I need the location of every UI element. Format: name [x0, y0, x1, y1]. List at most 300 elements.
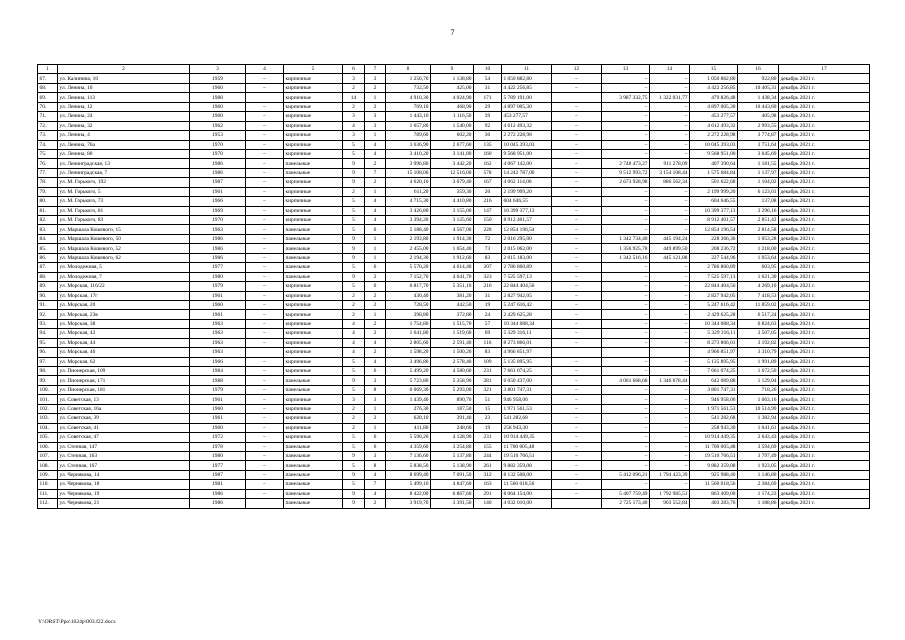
table-cell: 10 914 449,35 — [690, 433, 738, 442]
table-cell: 946 958,06 — [690, 395, 738, 404]
table-cell: 7 — [365, 480, 386, 489]
table-cell: – — [552, 395, 602, 404]
table-cell: 14 242 787,00 — [502, 168, 552, 177]
table-cell: 321 — [474, 385, 502, 394]
table-row — [38, 102, 870, 111]
table-cell: – — [552, 470, 602, 479]
table-cell: – — [602, 451, 650, 460]
table-cell: 2 — [365, 329, 386, 338]
table-cell: – — [246, 216, 284, 225]
table-cell: 9 — [343, 244, 365, 253]
table-cell: 8 132 508,00 — [502, 470, 552, 479]
table-cell: 5 789 191,00 — [502, 93, 552, 102]
table-cell: 261 — [474, 461, 502, 470]
table-cell: 147 — [474, 206, 502, 215]
table-cell: декабрь 2021 г. — [779, 102, 870, 111]
table-cell: – — [246, 74, 284, 83]
table-cell: – — [602, 140, 650, 149]
table-cell: 1961 — [190, 310, 246, 319]
table-cell: 3 192,82 — [738, 338, 779, 347]
table-cell: ул. Ленина, 24 — [58, 112, 190, 121]
table-cell: 6 817,70 — [386, 282, 431, 291]
table-cell: 442,50 — [431, 300, 474, 309]
table-cell: кирпичные — [284, 93, 343, 102]
table-cell: 1986 — [190, 499, 246, 508]
table-cell: 3 — [365, 395, 386, 404]
table-cell: 10 514,99 — [738, 404, 779, 413]
table-cell: 4 — [365, 357, 386, 366]
table-cell: декабрь 2021 г. — [779, 253, 870, 262]
table-cell: декабрь 2021 г. — [779, 357, 870, 366]
table-cell: декабрь 2021 г. — [779, 112, 870, 121]
table-cell: 2 429 625,28 — [502, 310, 552, 319]
table-cell: 5 499,20 — [386, 367, 431, 376]
table-cell: – — [246, 197, 284, 206]
table-cell: 7 — [365, 168, 386, 177]
table-cell: ул. Морская, 17г — [58, 291, 190, 300]
table-cell: – — [650, 433, 690, 442]
table-cell: 1 598,20 — [386, 348, 431, 357]
table-cell: кирпичные — [284, 102, 343, 111]
table-row — [38, 216, 870, 225]
table-cell: 19 — [474, 423, 502, 432]
table-cell: 71. — [38, 112, 58, 121]
table-cell: декабрь 2021 г. — [779, 225, 870, 234]
table-cell: декабрь 2021 г. — [779, 272, 870, 281]
table-cell: 3 310,79 — [738, 348, 779, 357]
table-cell: ул. Ленина, 10 — [58, 83, 190, 92]
table-cell: – — [650, 206, 690, 215]
table-cell: 2 — [365, 348, 386, 357]
table-cell: декабрь 2021 г. — [779, 404, 870, 413]
table-cell: 1977 — [190, 461, 246, 470]
table-cell: 72 — [474, 234, 502, 243]
table-cell: 1 063,16 — [738, 395, 779, 404]
table-cell: 187,50 — [431, 404, 474, 413]
table-cell: декабрь 2021 г. — [779, 83, 870, 92]
table-cell: декабрь 2021 г. — [779, 140, 870, 149]
table-cell: 90. — [38, 291, 58, 300]
table-cell: 3 801 747,31 — [502, 385, 552, 394]
table-cell: декабрь 2021 г. — [779, 499, 870, 508]
table-cell: 5 — [343, 197, 365, 206]
table-cell: 9 — [343, 159, 365, 168]
table-cell: – — [602, 112, 650, 121]
table-cell: – — [650, 83, 690, 92]
table-cell: 4 062 114,00 — [502, 178, 552, 187]
table-cell: декабрь 2021 г. — [779, 310, 870, 319]
table-cell: – — [650, 263, 690, 272]
table-cell: 1 053,28 — [738, 234, 779, 243]
table-cell: – — [552, 149, 602, 158]
table-cell: – — [602, 404, 650, 413]
table-cell: 5 — [343, 263, 365, 272]
table-cell: – — [602, 357, 650, 366]
table-cell: – — [650, 423, 690, 432]
table-cell: – — [246, 263, 284, 272]
table-cell: 5 — [343, 206, 365, 215]
column-header-13: 13 — [602, 65, 650, 74]
table-cell: 312 — [474, 470, 502, 479]
table-cell: 1980 — [190, 272, 246, 281]
table-cell: 8 422,00 — [386, 489, 431, 498]
table-cell: декабрь 2021 г. — [779, 461, 870, 470]
table-cell: 140 — [474, 499, 502, 508]
table-cell: 6 — [365, 263, 386, 272]
table-cell: 92 — [474, 121, 502, 130]
table-cell: декабрь 2021 г. — [779, 74, 870, 83]
table-cell: декабрь 2021 г. — [779, 451, 870, 460]
table-cell: 3 919,70 — [386, 499, 431, 508]
table-cell: – — [246, 310, 284, 319]
table-cell: – — [246, 489, 284, 498]
table-cell: – — [602, 319, 650, 328]
table-cell: – — [246, 140, 284, 149]
table-cell: – — [246, 470, 284, 479]
table-cell: 3 154 108,44 — [650, 168, 690, 177]
table-cell: 8 — [365, 461, 386, 470]
table-cell: 1960 — [190, 300, 246, 309]
table-cell: – — [602, 310, 650, 319]
table-cell: 4 — [365, 216, 386, 225]
table-cell: 7 418,53 — [738, 291, 779, 300]
table-cell: 160 — [474, 149, 502, 158]
table-cell: 1 174,23 — [738, 489, 779, 498]
table-row — [38, 187, 870, 196]
table-cell: – — [552, 367, 602, 376]
table-cell: – — [246, 423, 284, 432]
table-cell: кирпичные — [284, 206, 343, 215]
table-cell: декабрь 2021 г. — [779, 244, 870, 253]
table-cell: ул. Ленина, 80 — [58, 149, 190, 158]
table-cell: 3 410,20 — [386, 149, 431, 158]
table-cell: 1961 — [190, 395, 246, 404]
table-cell: ул. Советская, 39 — [58, 414, 190, 423]
column-header-14: 14 — [650, 65, 690, 74]
table-cell: 167 — [474, 178, 502, 187]
table-cell: 789,60 — [386, 131, 431, 140]
table-cell: – — [650, 480, 690, 489]
table-cell: 2 — [343, 414, 365, 423]
footer-file-path: Y:\ORST\Ppo\1024p\003.f22.docx — [38, 619, 116, 625]
table-row — [38, 310, 870, 319]
table-cell: 9 882 359,08 — [502, 461, 552, 470]
table-cell: 603,95 — [738, 263, 779, 272]
table-cell: 403 283,76 — [690, 499, 738, 508]
table-cell: 228 366,36 — [690, 234, 738, 243]
table-cell: 1 672,50 — [738, 367, 779, 376]
table-cell: 468,90 — [431, 102, 474, 111]
table-cell: ул. Морская, 42 — [58, 329, 190, 338]
table-cell: 10 914 449,35 — [502, 433, 552, 442]
table-cell: 5 351,10 — [431, 282, 474, 291]
table-cell: 3 141,80 — [431, 149, 474, 158]
table-cell: 3 987 332,75 — [602, 93, 650, 102]
table-cell: 5 137,80 — [431, 451, 474, 460]
table-cell: – — [246, 357, 284, 366]
table-cell: – — [602, 187, 650, 196]
column-header-17: 17 — [779, 65, 870, 74]
table-cell: 80. — [38, 197, 58, 206]
table-cell: – — [246, 272, 284, 281]
table-cell: 3 — [365, 112, 386, 121]
table-cell: 541 282,68 — [690, 414, 738, 423]
table-cell: 4 612 493,32 — [502, 121, 552, 130]
table-cell: – — [650, 329, 690, 338]
table-cell: 8 064 154,00 — [502, 489, 552, 498]
table-cell: 1988 — [190, 376, 246, 385]
table-cell: 2 — [343, 187, 365, 196]
table-cell: 3 751,64 — [738, 140, 779, 149]
table-row — [38, 149, 870, 158]
table-cell: – — [246, 442, 284, 451]
table-cell: ул. Морская, 46 — [58, 348, 190, 357]
table-cell: декабрь 2021 г. — [779, 329, 870, 338]
table-cell: – — [552, 489, 602, 498]
table-cell: панельные — [284, 234, 343, 243]
table-cell — [650, 348, 690, 357]
table-cell: кирпичные — [284, 216, 343, 225]
table-cell: панельные — [284, 451, 343, 460]
table-cell: кирпичные — [284, 433, 343, 442]
table-cell: декабрь 2021 г. — [779, 131, 870, 140]
table-row — [38, 338, 870, 347]
table-cell: 3 — [343, 112, 365, 121]
table-cell: – — [650, 385, 690, 394]
table-cell: 87. — [38, 263, 58, 272]
table-cell: ул. Чернякова, 21 — [58, 499, 190, 508]
table-cell: 5 407 759,49 — [602, 489, 650, 498]
table-cell: 1 792 985,51 — [650, 489, 690, 498]
table-cell: кирпичные — [284, 329, 343, 338]
table-cell: – — [246, 404, 284, 413]
table-cell: 73. — [38, 131, 58, 140]
table-cell: 1 991,89 — [738, 357, 779, 366]
table-cell: – — [602, 225, 650, 234]
table-row — [38, 376, 870, 385]
table-cell: 769,10 — [386, 102, 431, 111]
table-cell: 890,70 — [431, 395, 474, 404]
table-cell: 7 136,60 — [386, 451, 431, 460]
table-cell: – — [552, 272, 602, 281]
table-cell: 4 — [365, 197, 386, 206]
table-cell: кирпичные — [284, 112, 343, 121]
table-cell: 22 844 404,56 — [690, 282, 738, 291]
table-cell: – — [246, 253, 284, 262]
table-cell: – — [246, 225, 284, 234]
table-cell: 2 — [365, 178, 386, 187]
table-cell: 2 015 062,00 — [502, 244, 552, 253]
table-cell: 5 — [343, 442, 365, 451]
table-cell: 4 847,60 — [431, 480, 474, 489]
table-cell: – — [246, 178, 284, 187]
table-cell: – — [650, 140, 690, 149]
table-cell: кирпичные — [284, 338, 343, 347]
table-cell: – — [552, 376, 602, 385]
table-row — [38, 442, 870, 451]
table-cell: 5 — [343, 216, 365, 225]
table-cell: – — [552, 244, 602, 253]
table-cell: 2 725 173,40 — [602, 499, 650, 508]
table-cell: 5 329 316,11 — [502, 329, 552, 338]
table-cell: декабрь 2021 г. — [779, 385, 870, 394]
table-cell: 863 409,00 — [690, 489, 738, 498]
table-cell: 1963 — [190, 225, 246, 234]
table-cell: 2 455,00 — [386, 244, 431, 253]
table-cell: ул. Калинина, 10 — [58, 74, 190, 83]
table-cell: 1 050 882,80 — [502, 74, 552, 83]
table-cell: – — [552, 338, 602, 347]
table-cell: 4 422 256,85 — [502, 83, 552, 92]
table-cell: кирпичные — [284, 149, 343, 158]
table-cell: кирпичные — [284, 83, 343, 92]
table-cell: 4 — [343, 348, 365, 357]
table-row — [38, 206, 870, 215]
table-cell: 3 801 747,31 — [690, 385, 738, 394]
table-cell: 9 — [343, 253, 365, 262]
table-cell: 2 786 860,89 — [502, 263, 552, 272]
table-cell: – — [602, 442, 650, 451]
table-cell: – — [552, 216, 602, 225]
table-cell: 1 342 516,16 — [602, 253, 650, 262]
table-cell: 12 854 196,54 — [502, 225, 552, 234]
table-cell: 4 — [343, 338, 365, 347]
table-cell: 5 135 895,95 — [690, 357, 738, 366]
table-cell: ул. Морская, 20 — [58, 300, 190, 309]
table-cell: – — [246, 451, 284, 460]
table-cell: 163 — [474, 480, 502, 489]
table-cell: – — [602, 385, 650, 394]
table-cell: 9 — [343, 499, 365, 508]
table-cell: 2 — [365, 83, 386, 92]
table-cell: 1987 — [190, 470, 246, 479]
table-cell: 1963 — [190, 329, 246, 338]
table-cell: 1960 — [190, 423, 246, 432]
table-cell: панельные — [284, 159, 343, 168]
table-cell: – — [552, 178, 602, 187]
table-cell: 4 269,10 — [738, 282, 779, 291]
table-cell: – — [602, 197, 650, 206]
table-cell: – — [552, 480, 602, 489]
table-cell: 31 — [474, 83, 502, 92]
table-cell: – — [552, 131, 602, 140]
table-cell: 81. — [38, 206, 58, 215]
table-cell: – — [552, 225, 602, 234]
table-cell: – — [650, 310, 690, 319]
table-cell: 1 641,80 — [386, 329, 431, 338]
table-cell: 9 — [343, 178, 365, 187]
table-cell: 3 — [365, 121, 386, 130]
table-cell: 6 — [365, 225, 386, 234]
table-cell: 405,98 — [738, 112, 779, 121]
table-cell: 6 824,63 — [738, 319, 779, 328]
table-cell: 1 146,80 — [738, 470, 779, 479]
table-cell: – — [552, 74, 602, 83]
table-cell: 1986 — [190, 489, 246, 498]
table-cell: – — [650, 102, 690, 111]
table-cell: – — [552, 423, 602, 432]
table-cell: 1960 — [190, 102, 246, 111]
table-cell: 6 — [365, 282, 386, 291]
table-cell: декабрь 2021 г. — [779, 263, 870, 272]
table-cell — [602, 348, 650, 357]
table-cell: 244 — [474, 451, 502, 460]
table-cell: 100. — [38, 385, 58, 394]
table-cell: 3 394,20 — [386, 216, 431, 225]
table-cell: – — [246, 149, 284, 158]
table-cell: кирпичные — [284, 348, 343, 357]
table-cell: 11 859,02 — [738, 300, 779, 309]
table-cell: 116 — [474, 338, 502, 347]
table-cell: панельные — [284, 253, 343, 262]
table-cell: 1 218,00 — [738, 244, 779, 253]
table-cell: 207 — [474, 263, 502, 272]
table-cell: ул. Маршала Кошевого, 50 — [58, 234, 190, 243]
table-cell: 2 786 860,89 — [690, 263, 738, 272]
table-cell: 5 188,40 — [386, 225, 431, 234]
table-cell: 1 500,20 — [431, 348, 474, 357]
table-cell: 391,40 — [431, 414, 474, 423]
table-cell: – — [246, 131, 284, 140]
table-cell: ул. Пионерская, 181 — [58, 385, 190, 394]
table-cell: 10 344 088,34 — [502, 319, 552, 328]
table-cell: – — [552, 253, 602, 262]
table-cell: кирпичные — [284, 310, 343, 319]
table-cell: 2 677,60 — [431, 140, 474, 149]
table-cell: 445 194,24 — [650, 234, 690, 243]
table-row — [38, 499, 870, 508]
table-cell: декабрь 2021 г. — [779, 470, 870, 479]
table-cell: 231 — [474, 367, 502, 376]
table-cell: 96. — [38, 348, 58, 357]
table-cell: 2 — [365, 102, 386, 111]
table-cell: 1960 — [190, 404, 246, 413]
table-cell: панельные — [284, 376, 343, 385]
table-cell: 72. — [38, 121, 58, 130]
table-cell: ул. Степная, 167 — [58, 461, 190, 470]
table-cell: 106. — [38, 442, 58, 451]
table-cell: 3 — [343, 395, 365, 404]
table-cell: кирпичные — [284, 187, 343, 196]
table-row — [38, 461, 870, 470]
table-cell: 88. — [38, 272, 58, 281]
table-cell: 84. — [38, 234, 58, 243]
table-cell: 1 050 882,80 — [690, 74, 738, 83]
table-cell: 1977 — [190, 263, 246, 272]
table-cell: 2 199 999,20 — [502, 187, 552, 196]
table-cell: 1 129,04 — [738, 376, 779, 385]
table-cell: – — [246, 300, 284, 309]
table-cell: 2 272 228,98 — [690, 131, 738, 140]
table-cell: 9 — [343, 234, 365, 243]
table-cell: 76. — [38, 159, 58, 168]
table-cell: 1961 — [190, 291, 246, 300]
table-cell: 2 — [365, 414, 386, 423]
table-row — [38, 112, 870, 121]
table-cell: 5 838,50 — [386, 461, 431, 470]
table-cell: ул. М. Горького, 73 — [58, 197, 190, 206]
table-cell: – — [246, 414, 284, 423]
table-cell: 2 827 942,05 — [502, 291, 552, 300]
table-cell: 642 089,88 — [690, 376, 738, 385]
table-cell: – — [650, 187, 690, 196]
table-row — [38, 480, 870, 489]
table-cell: 2 805,60 — [386, 338, 431, 347]
table-cell: 1961 — [190, 414, 246, 423]
table-cell: 628,10 — [386, 414, 431, 423]
table-cell: ул. Молодежная, 7 — [58, 272, 190, 281]
table-cell: 10 405,31 — [738, 83, 779, 92]
